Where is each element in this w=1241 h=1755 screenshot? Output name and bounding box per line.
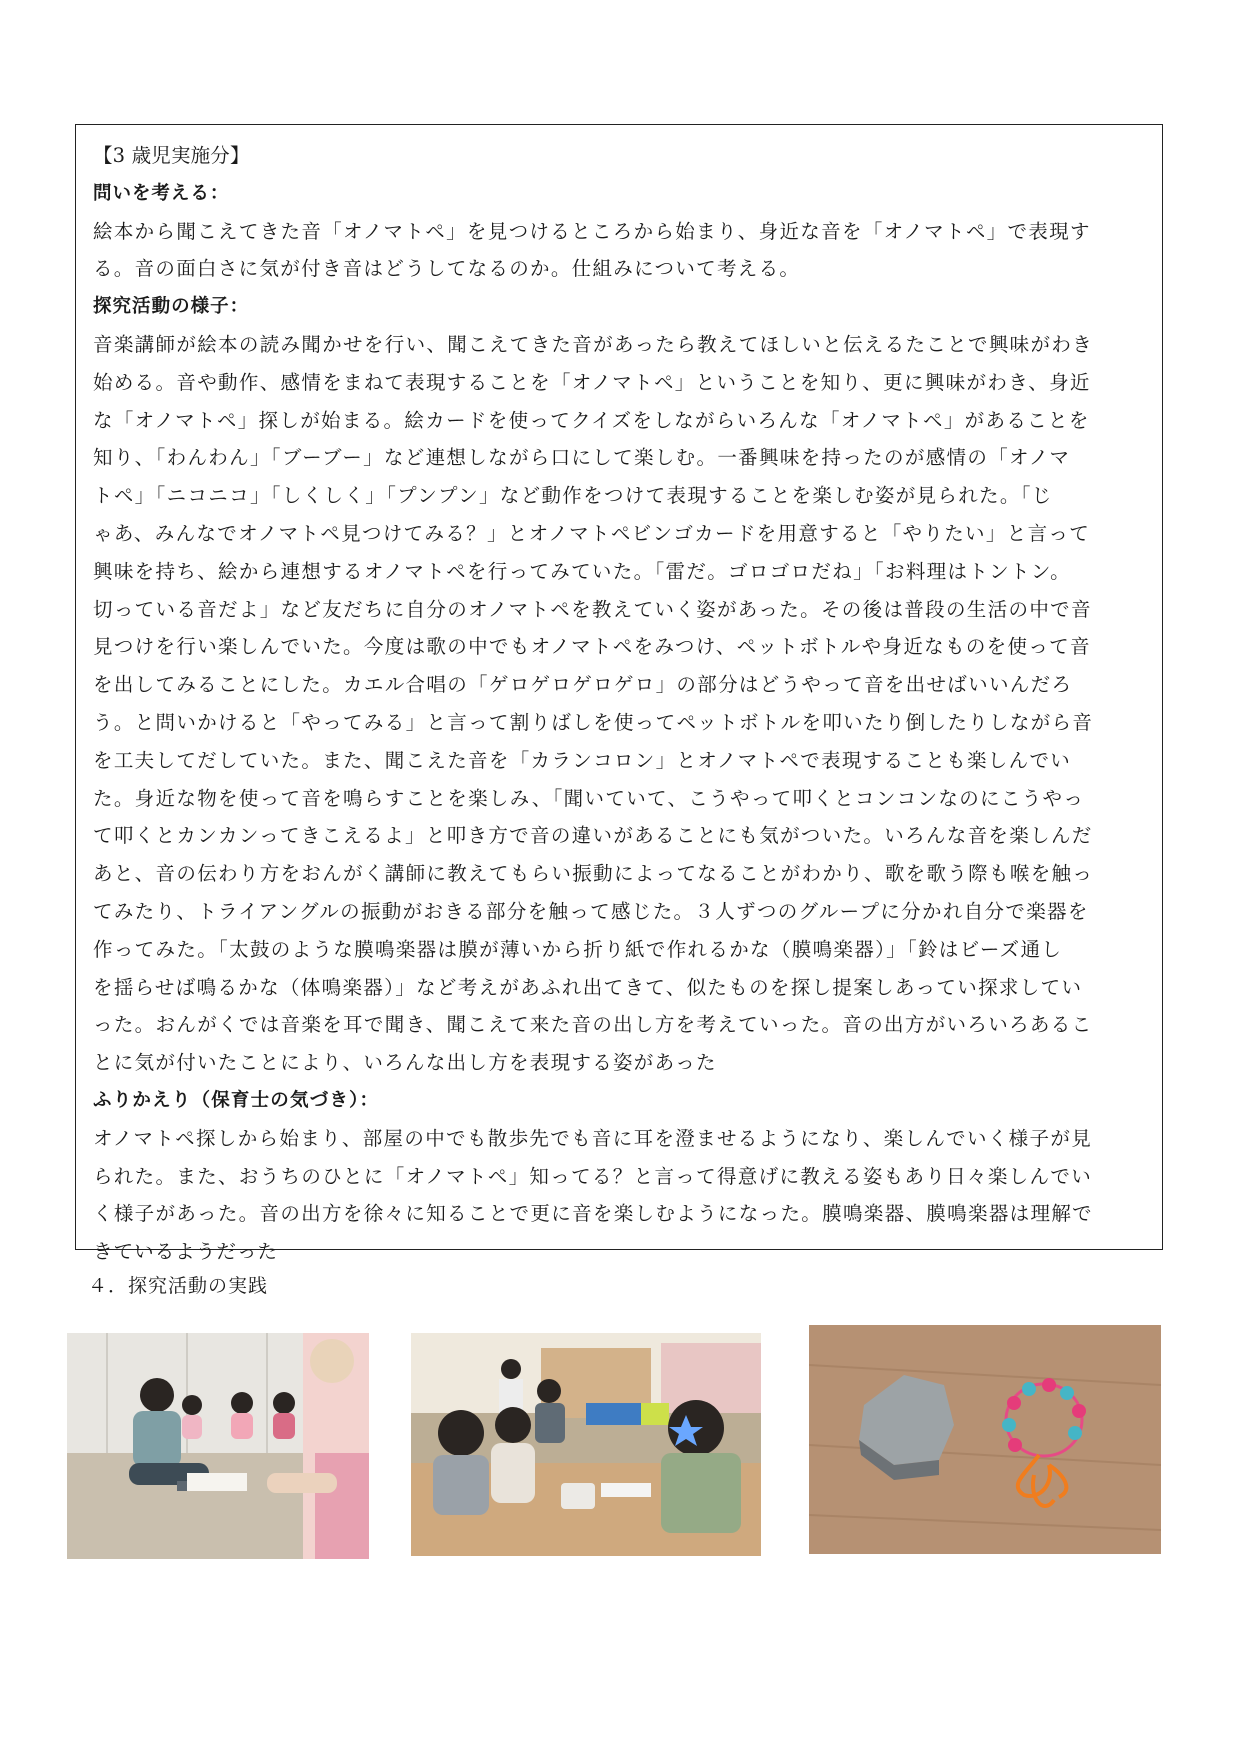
activity-line: とに気が付いたことにより、いろんな出し方を表現する姿があった [93, 1051, 717, 1075]
activity-line: を工夫してだしていた。また、聞こえた音を「カランコロン」とオノマトペで表現することも楽しんでい [93, 748, 1072, 772]
activity-label: 探究活動の様子： [93, 296, 250, 318]
activity-line: 音楽講師が絵本の読み聞かせを行い、聞こえてきた音があったら教えてほしいと伝えるたことで興味がわき [93, 332, 1094, 356]
reflection-line: く様子があった。音の出方を徐々に知ることで更に音を楽しむようになった。膜鳴楽器、膜鳴楽器は理解で [93, 1202, 1094, 1226]
question-line: る。音の面白さに気が付き音はどうしてなるのか。仕組みについて考える。 [93, 257, 801, 281]
activity-line: た。身近な物を使って音を鳴らすことを楽しみ、「聞いていて、こうやって叩くとコンコンなのにこうやっ [93, 786, 1085, 810]
activity-line: トペ」「ニコニコ」「しくしく」「プンプン」など動作をつけて表現することを楽しむ姿が見られた。「じ [93, 484, 1053, 508]
activity-line: ゃあ、みんなでオノマトペ見つけてみる？」とオノマトペビンゴカードを用意すると「やりたい」と言って [93, 521, 1091, 545]
photo-handmade-instruments [809, 1325, 1161, 1554]
reflection-line: られた。また、おうちのひとに「オノマトペ」知ってる？と言って得意げに教える姿もあり日々楽しんでい [93, 1164, 1093, 1188]
reflection-line: オノマトペ探しから始まり、部屋の中でも散歩先でも音に耳を澄ませるようになり、楽しんでいく様子が見 [93, 1126, 1093, 1150]
activity-line: った。おんがくでは音楽を耳で聞き、聞こえて来た音の出し方を考えていった。音の出方がいろいろあるこ [93, 1013, 1093, 1037]
activity-line: な「オノマトペ」探しが始まる。絵カードを使ってクイズをしながらいろんな「オノマトペ」があることを [93, 408, 1090, 432]
activity-line: 知り、「わんわん」「ブーブー」など連想しながら口にして楽しむ。一番興味を持ったのが感情の「オノマ [93, 446, 1071, 470]
activity-line: 作ってみた。「太鼓のような膜鳴楽器は膜が薄いから折り紙で作れるかな（膜鳴楽器）」「鈴はビーズ通し [93, 937, 1063, 961]
reflection-label: ふりかえり（保育士の気づき）： [93, 1089, 380, 1111]
activity-line: う。と問いかけると「やってみる」と言って割りばしを使ってペットボトルを叩いたり倒したりしながら音 [93, 710, 1094, 734]
section-title: ４．探究活動の実践 [88, 1275, 269, 1297]
question-label: 問いを考える： [93, 182, 230, 204]
report-box [75, 124, 1163, 1264]
box-heading: 【3 歳児実施分】 [93, 144, 250, 167]
photo-children-floor-activity [67, 1333, 369, 1559]
activity-line: を揺らせば鳴るかな（体鳴楽器）」など考えがあふれ出てきて、似たものを探し提案しあってい探求してい [93, 975, 1083, 999]
activity-line: 始める。音や動作、感情をまねて表現することを「オノマトペ」ということを知り、更に興味がわき、身近 [93, 370, 1091, 394]
activity-line: 切っている音だよ」など友だちに自分のオノマトペを教えていく姿があった。その後は普段の生活の中で音 [93, 597, 1092, 621]
reflection-line: きているようだった [93, 1240, 279, 1264]
activity-line: 見つけを行い楽しんでいた。今度は歌の中でもオノマトペをみつけ、ペットボトルや身近なものを使って音 [93, 635, 1091, 659]
activity-line: てみたり、トライアングルの振動がおきる部分を触って感じた。３人ずつのグループに分かれ自分で楽器を [93, 899, 1089, 923]
question-line: 絵本から聞こえてきた音「オノマトペ」を見つけるところから始まり、身近な音を「オノマトペ」で表現す [93, 219, 1091, 243]
photo-children-table [411, 1333, 761, 1556]
activity-line: を出してみることにした。カエル合唱の「ゲロゲロゲロゲロ」の部分はどうやって音を出せばいいんだろ [93, 673, 1073, 697]
activity-line: て叩くとカンカンってきこえるよ」と叩き方で音の違いがあることにも気がついた。いろんな音を楽しんだ [93, 824, 1093, 848]
activity-line: 興味を持ち、絵から連想するオノマトペを行ってみていた。「雷だ。ゴロゴロだね」「お料理はトントン。 [93, 559, 1071, 583]
activity-line: あと、音の伝わり方をおんがく講師に教えてもらい振動によってなることがわかり、歌を歌う際も喉を触っ [93, 862, 1094, 886]
